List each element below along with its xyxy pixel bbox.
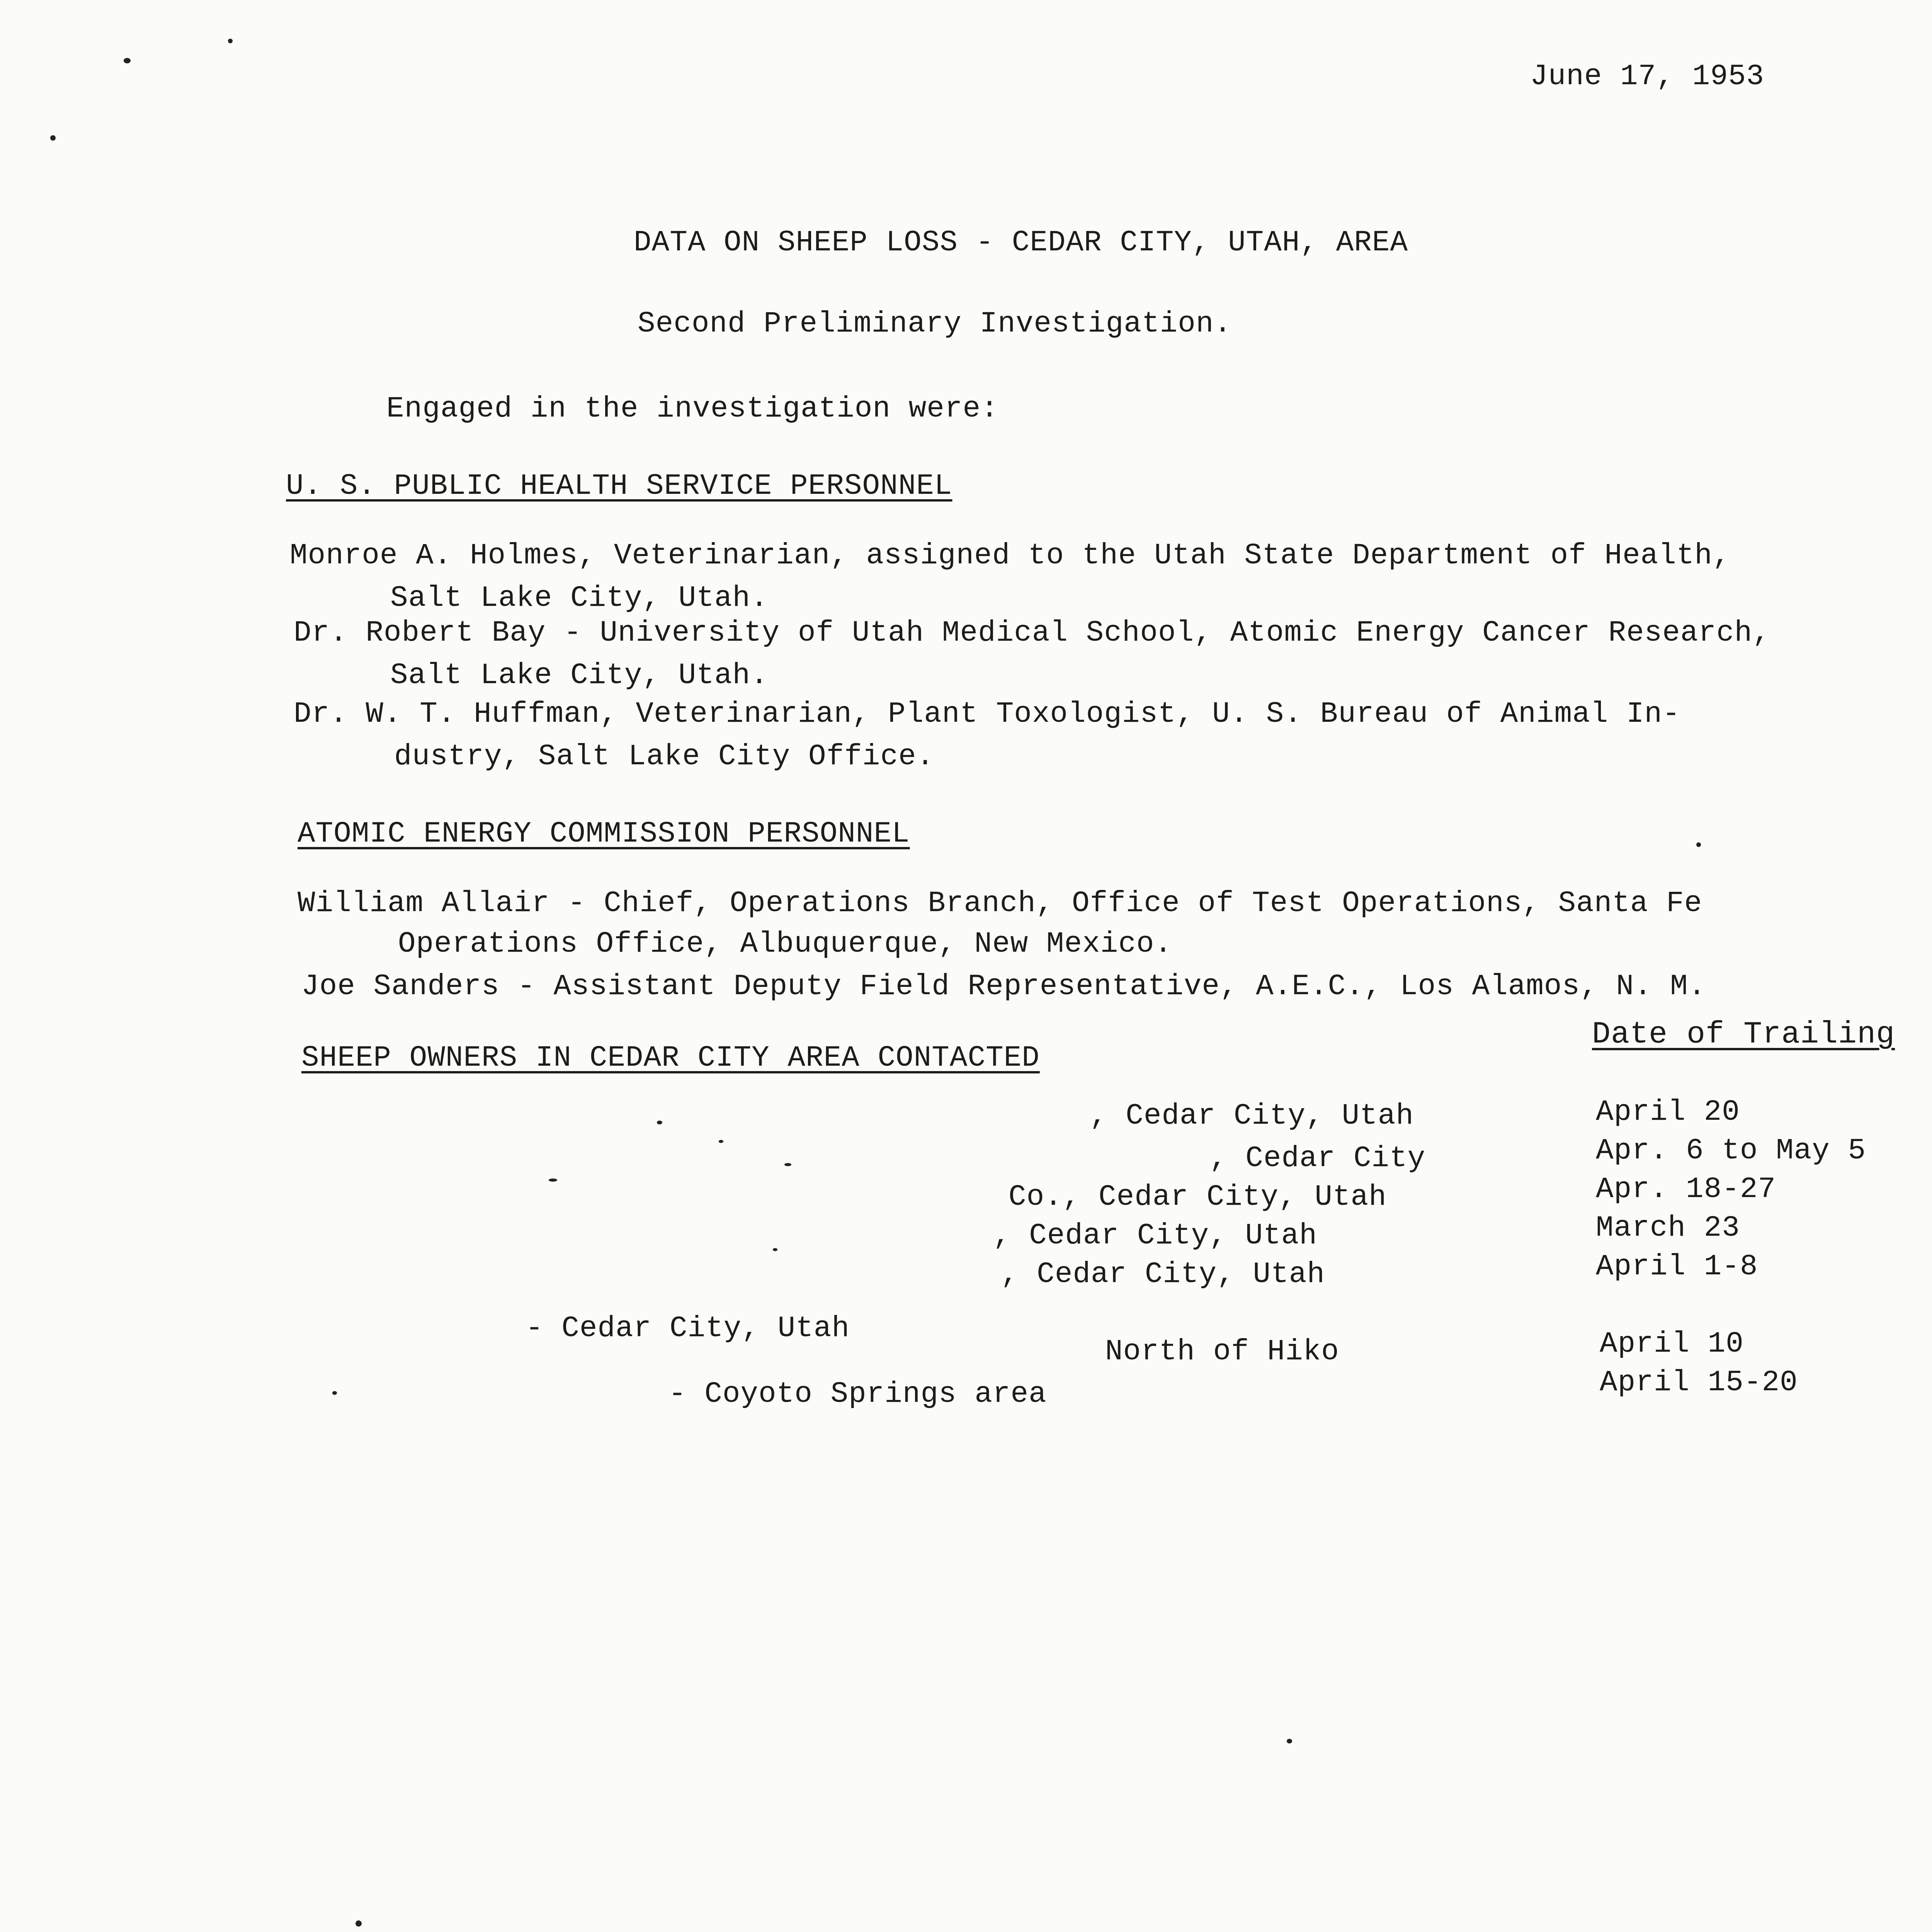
document-title: DATA ON SHEEP LOSS - CEDAR CITY, UTAH, AREA [634,226,1408,259]
owner-row-date: April 1-8 [1596,1250,1758,1283]
redaction-speck [549,1179,557,1182]
owner-row-location: , Cedar City, Utah [1090,1099,1414,1133]
owner-row-location: , Cedar City [1209,1142,1426,1175]
owner-row-location: Co., Cedar City, Utah [1009,1180,1387,1214]
intro-line: Engaged in the investigation were: [386,392,999,425]
redaction-speck [784,1163,791,1166]
owner-row-location: - Coyoto Springs area [668,1378,1047,1411]
phs-bay-line1: Dr. Robert Bay - University of Utah Medical School, Atomic Energy Cancer Research, [294,616,1770,650]
date-of-trailing-header: Date of Trailing [1592,1017,1895,1052]
scan-speck [1287,1739,1292,1743]
scan-speck [50,135,56,141]
phs-huffman-line2: dustry, Salt Lake City Office. [394,740,935,773]
document-date: June 17, 1953 [1530,60,1764,93]
scan-speck [355,1920,362,1927]
aec-sanders-line: Joe Sanders - Assistant Deputy Field Representative, A.E.C., Los Alamos, N. M. [301,970,1706,1003]
owner-row-location: , Cedar City, Utah [1001,1258,1325,1291]
owner-row-date: April 20 [1596,1095,1740,1129]
phs-holmes-line2: Salt Lake City, Utah. [390,582,769,615]
phs-holmes-line1: Monroe A. Holmes, Veterinarian, assigned to the Utah State Department of Health, [290,539,1731,572]
phs-huffman-line1: Dr. W. T. Huffman, Veterinarian, Plant Toxologist, U. S. Bureau of Animal In- [294,697,1680,731]
scan-speck [1696,842,1701,847]
redaction-speck [773,1248,777,1251]
phs-heading: U. S. PUBLIC HEALTH SERVICE PERSONNEL [286,469,952,503]
owner-row-date: Apr. 6 to May 5 [1596,1134,1866,1167]
phs-bay-line2: Salt Lake City, Utah. [390,659,769,692]
owner-row-location: , Cedar City, Utah [993,1219,1317,1252]
scan-speck [124,58,131,63]
owner-row-date: April 15-20 [1600,1366,1798,1399]
owner-row-date: April 10 [1600,1327,1744,1361]
scan-speck [228,39,233,43]
aec-allair-line1: William Allair - Chief, Operations Branch, Office of Test Operations, Santa Fe [298,887,1702,920]
aec-heading: ATOMIC ENERGY COMMISSION PERSONNEL [298,817,910,850]
owner-row-date: Apr. 18-27 [1596,1173,1776,1206]
redaction-speck [719,1140,723,1143]
owner-row-location: North of Hiko [1105,1335,1339,1368]
document-subtitle: Second Preliminary Investigation. [638,307,1232,340]
owners-heading: SHEEP OWNERS IN CEDAR CITY AREA CONTACTED [301,1041,1040,1075]
owner-row-location: - Cedar City, Utah [526,1312,850,1345]
owner-row-date: March 23 [1596,1211,1740,1245]
redaction-speck [657,1121,662,1124]
redaction-speck [332,1391,337,1395]
aec-allair-line2: Operations Office, Albuquerque, New Mexico. [398,927,1173,961]
